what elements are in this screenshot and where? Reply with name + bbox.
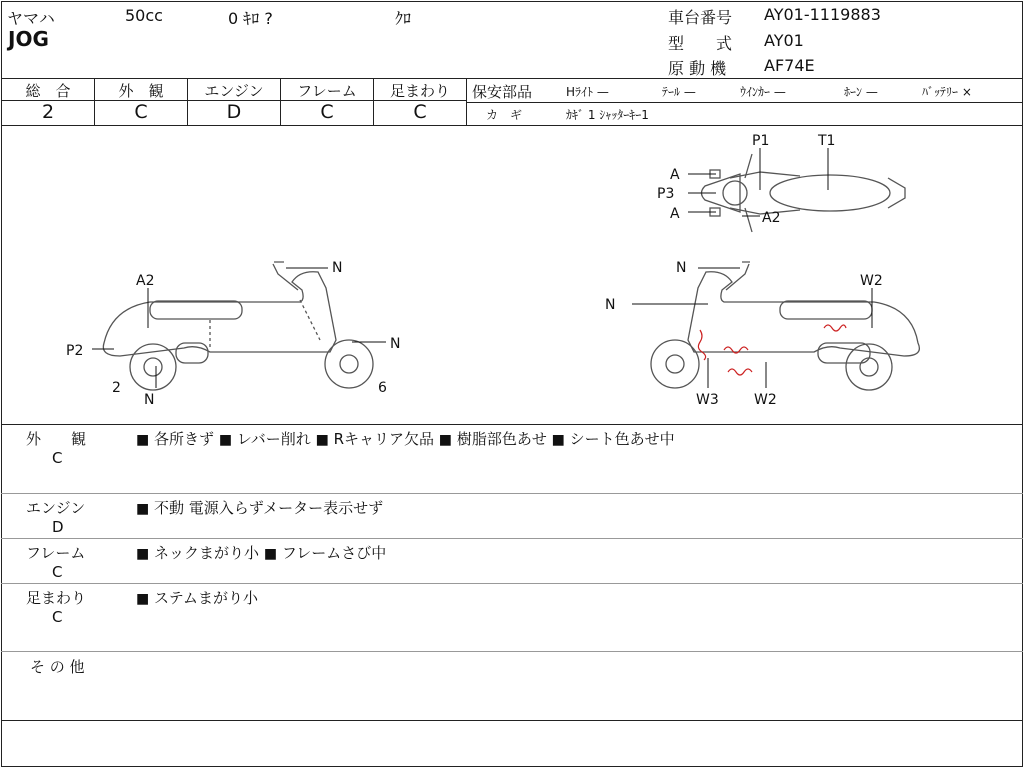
safety-headlight: Hﾗｲﾄ — [566,85,609,99]
frame-grade: C [320,101,334,123]
divider [467,102,1023,103]
exterior-section-label: 外 観 [26,430,87,448]
note-item: Rキャリア欠品 [333,430,435,448]
key-value: ｶｷﾞ 1 ｼｬｯﾀｰｷｰ1 [566,108,649,122]
suspension-grade-label: 足まわり [389,82,450,100]
note-item: シート色あせ中 [569,430,675,448]
label-right-n-handle: N [676,260,687,276]
label-p3: P3 [657,186,675,202]
key-label: カ ギ [486,108,523,122]
divider [1,720,1023,721]
engine-notes: ■ 不動 電源入らずメーター表示せず [136,499,384,517]
suspension-section-grade: C [52,608,63,626]
label-right-w2-top: W2 [860,273,883,289]
engine-section-label: エンジン [26,499,86,517]
note-item: ネックまがり小 [154,544,260,562]
label-a-top: A [670,167,680,183]
damage-scratch-marks [698,325,846,375]
divider [1,493,1023,494]
label-p1: P1 [752,133,770,149]
mileage: 0 ｷﾛ ? [228,9,273,28]
type-value: AY01 [764,31,804,50]
exterior-section-grade: C [52,449,63,467]
note-item: 樹脂部色あせ [456,430,547,448]
scooter-diagrams [0,126,1024,424]
divider [1,424,1023,425]
safety-winker: ｳｲﾝｶｰ — [740,85,786,99]
overall-label: 総 合 [25,82,71,100]
label-left-n-handle: N [332,260,343,276]
label-right-n-body: N [605,297,616,313]
label-left-a2: A2 [136,273,155,289]
divider [1,583,1023,584]
engine-model: AF74E [764,56,815,75]
frame-notes: ■ ネックまがり小 ■ フレームさび中 [136,544,387,562]
engine-model-label: 原 動 機 [668,59,727,78]
model-name: JOG [8,27,49,51]
label-right-w3: W3 [696,392,719,408]
overall-grade: 2 [41,101,55,123]
label-left-p2: P2 [66,343,84,359]
frame-grade-label: フレーム [297,82,357,100]
engine-grade: D [226,101,242,123]
note-item: 各所きず [154,430,215,448]
safety-battery: ﾊﾞｯﾃﾘｰ × [922,85,972,99]
label-t1: T1 [818,133,836,149]
note-item: 不動 電源入らずメーター表示せず [154,499,384,517]
label-left-2: 2 [112,380,121,396]
safety-label: 保安部品 [472,83,533,101]
suspension-section-label: 足まわり [26,589,87,607]
suspension-grade: C [413,101,427,123]
frame-no: AY01-1119883 [764,5,881,24]
color: ｸﾛ [395,9,412,28]
engine-grade-label: エンジン [204,82,264,100]
note-item: ステムまがり小 [154,589,258,607]
divider [466,78,467,125]
divider [1,651,1023,652]
divider [1,78,1023,79]
label-left-6: 6 [378,380,387,396]
exterior-grade: C [134,101,148,123]
frame-section-label: フレーム [26,544,86,562]
label-left-n-front: N [390,336,401,352]
frame-no-label: 車台番号 [668,8,733,27]
label-left-n-wheel: N [144,392,155,408]
type-label: 型 式 [668,34,733,53]
other-section-label: そ の 他 [30,658,85,676]
engine-section-grade: D [52,518,64,536]
scooter-top-view-drawing [702,154,906,232]
frame-section-grade: C [52,563,63,581]
safety-horn: ﾎｰﾝ — [844,85,878,99]
maker: ヤマハ [7,9,55,28]
note-item: フレームさび中 [281,544,387,562]
label-a-bottom: A [670,206,680,222]
safety-tail: ﾃｰﾙ — [662,85,696,99]
label-a2-top: A2 [762,210,781,226]
exterior-notes: ■ 各所きず ■ レバー削れ ■ Rキャリア欠品 ■ 樹脂部色あせ ■ シート色あせ中 [136,430,675,448]
exterior-label: 外 観 [118,82,164,100]
label-right-w2-bottom: W2 [754,392,777,408]
divider [1,538,1023,539]
note-item: レバー削れ [236,430,311,448]
suspension-notes: ■ ステムまがり小 [136,589,258,607]
displacement: 50cc [125,6,163,25]
